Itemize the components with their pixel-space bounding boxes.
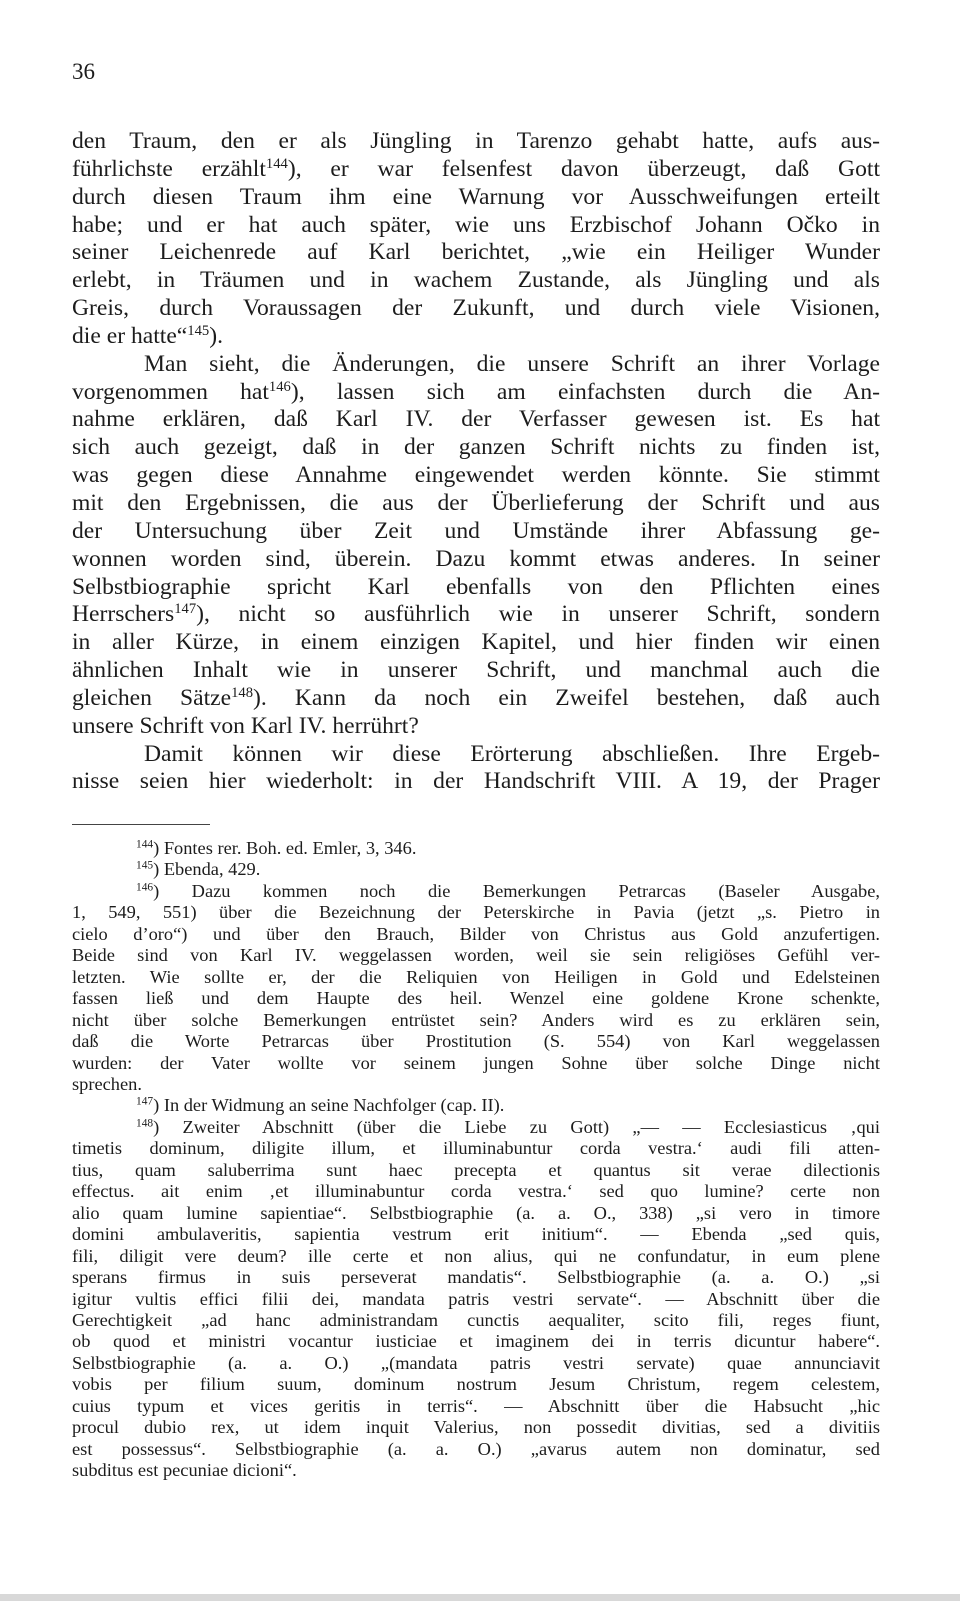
body-line: der Untersuchung über Zeit und Umstände ihrer Abfassung ge-	[72, 517, 880, 544]
footnote-line: 1, 549, 551) über die Bezeichnung der Peterskirche in Pavia (jetzt „s. Pietro in	[72, 902, 880, 923]
footnote-marker: 148	[136, 1117, 154, 1130]
body-line: in aller Kürze, in einem einzigen Kapitel, und hier finden wir einen	[72, 629, 880, 656]
footnote-marker: 146	[268, 378, 291, 395]
body-line: mit den Ergebnissen, die aus der Überlieferung der Schrift und aus	[72, 489, 880, 516]
footnotes	[72, 838, 880, 1482]
footnote-line: wurden: der Vater wollte vor seinem jungen Sohne über solche Dinge nicht	[72, 1052, 880, 1073]
footnote-line: nicht über solche Bemerkungen entrüstet sein? Anders wird es zu erklären sein,	[72, 1009, 880, 1030]
text-run: ) In der Widmung an seine Nachfolger (cap. II).	[153, 1095, 505, 1116]
page-number: 36	[72, 59, 95, 84]
text-run: ). Kann da noch ein Zweifel bestehen, daß auch	[253, 684, 880, 711]
footnote-line: procul dubio rex, ut idem inquit Valerius, non possedit divitias, sed a divitiis	[72, 1417, 880, 1438]
body-line: nisse seien hier wiederholt: in der Handschrift VIII. A 19, der Prager	[72, 768, 880, 795]
footnote-line: effectus. ait enim ‚et illuminabuntur corda vestra.‘ sed quo lumine? certe non	[72, 1181, 880, 1202]
body-line: erlebt, in Träumen und in wachem Zustande, als Jüngling und als	[72, 267, 880, 294]
main-text	[72, 128, 880, 796]
footnote-marker: 146	[136, 881, 154, 894]
text-run: ) Zweiter Abschnitt (über die Liebe zu Gott) „— — Ecclesiasticus ‚qui	[153, 1116, 880, 1137]
body-line: Man sieht, die Änderungen, die unsere Schrift an ihrer Vorlage	[144, 350, 880, 377]
body-line: Selbstbiographie spricht Karl ebenfalls von den Pflichten eines	[72, 573, 880, 600]
footnote-line: vobis per filium suum, dominum nostrum Jesum Christum, regem celestem,	[72, 1374, 880, 1395]
footnote-line: tius, quam saluberrima sunt haec precepta et quantus sit verae dilectionis	[72, 1159, 880, 1180]
scan-bottom-edge	[0, 1594, 960, 1601]
body-line	[72, 601, 880, 629]
text-run: die er hatte“	[72, 322, 188, 349]
footnote-line: ob quod et ministri vocantur iusticiae et imaginem dei in terris dicuntur habere“.	[72, 1331, 880, 1352]
footnote-line: cielo d’oro“) und über den Brauch, Bilder von Christus aus Gold anzufertigen.	[72, 923, 880, 944]
footnote-line: sprechen.	[72, 1073, 142, 1094]
footnote-line: igitur vultis effici filii dei, mandata patris vestri servate“. — Abschnitt über die	[72, 1288, 880, 1309]
footnote-line: Beide sind von Karl IV. weggelassen worden, weil sie sein religiöses Gefühl ver-	[72, 945, 880, 966]
footnote-line: daß die Worte Petrarcas über Prostitution (S. 554) von Karl weggelassen	[72, 1031, 880, 1052]
footnote-marker: 147	[136, 1096, 154, 1109]
footnote-line: fili, diligit vere deum? ille certe et non alius, qui ne confundatur, in eum plene	[72, 1245, 880, 1266]
footnote-marker: 144	[136, 838, 154, 851]
text-run: Herrschers	[72, 601, 175, 628]
footnote-line: Gerechtigkeit „ad hanc administrandam cunctis aequaliter, scito fili, reges fiunt,	[72, 1309, 880, 1330]
text-run: ) Fontes rer. Boh. ed. Emler, 3, 346.	[153, 838, 417, 858]
body-line: unsere Schrift von Karl IV. herrührt?	[72, 712, 419, 739]
body-line: Greis, durch Voraussagen der Zukunft, und durch viele Visionen,	[72, 295, 880, 322]
body-line: was gegen diese Annahme eingewendet werden könnte. Sie stimmt	[72, 462, 880, 489]
footnote-line	[72, 1095, 880, 1116]
text-run: ), nicht so ausführlich wie in unserer Schrift, sondern	[196, 601, 880, 628]
footnote-line	[72, 838, 880, 859]
footnote-marker: 147	[174, 601, 197, 618]
body-line: seiner Leichenrede auf Karl berichtet, „wie ein Heiliger Wunder	[72, 239, 880, 266]
body-line: nahme erklären, daß Karl IV. der Verfasser gewesen ist. Es hat	[72, 406, 880, 433]
body-line: Damit können wir diese Erörterung abschließen. Ihre Ergeb-	[144, 740, 880, 767]
footnote-line	[72, 1117, 880, 1138]
footnote-line: fassen ließ und dem Haupte des heil. Wenzel eine goldene Krone schenkte,	[72, 988, 880, 1009]
body-line: ähnlichen Inhalt wie in unserer Schrift, und manchmal auch die	[72, 657, 880, 684]
text-run: ).	[209, 322, 223, 349]
footnote-line: timetis dominum, diligite illum, et illuminabuntur corda vestra.‘ audi fili atten-	[72, 1138, 880, 1159]
body-line	[72, 323, 880, 351]
footnote-line: alio quam lumine sapientiae“. Selbstbiographie (a. a. O., 338) „si vero in timore	[72, 1202, 880, 1223]
body-line: habe; und er hat auch später, wie uns Erzbischof Johann Očko in	[72, 211, 880, 238]
body-line: den Traum, den er als Jüngling in Tarenzo gehabt hatte, aufs aus-	[72, 128, 880, 154]
body-line: sich auch gezeigt, daß in der ganzen Schrift nichts zu finden ist,	[72, 434, 880, 461]
footnote-line: sperans firmus in suis perseverat mandatis“. Selbstbiographie (a. a. O.) „si	[72, 1267, 880, 1288]
text-run: ) Dazu kommen noch die Bemerkungen Petrarcas (Baseler Ausgabe,	[153, 880, 880, 901]
text-run: führlichste erzählt	[72, 155, 266, 182]
body-line	[72, 685, 880, 713]
footnote-line	[72, 881, 880, 902]
footnote-line: subditus est pecuniae dicioni“.	[72, 1460, 297, 1481]
footnote-line	[72, 859, 880, 880]
footnote-line: domini ambulaveritis, sapientia vestrum erit initium“. — Ebenda „sed quis,	[72, 1224, 880, 1245]
body-line: durch diesen Traum ihm eine Warnung vor Ausschweifungen erteilt	[72, 183, 880, 210]
footnote-line: Selbstbiographie (a. a. O.) „(mandata patris vestri servate) quae annunciavit	[72, 1352, 880, 1373]
body-line: wonnen worden sind, überein. Dazu kommt etwas anderes. In seiner	[72, 545, 880, 572]
footnote-line: letzten. Wie sollte er, der die Reliquien von Heiligen in Gold und Edelsteinen	[72, 966, 880, 987]
footnote-line: cuius typum et vices geritis in terris“. — Abschnitt über die Habsucht „hic	[72, 1395, 880, 1416]
footnote-marker: 144	[265, 155, 288, 172]
text-run: ) Ebenda, 429.	[153, 859, 261, 880]
text-run: ), lassen sich am einfachsten durch die An-	[290, 378, 880, 405]
body-line	[72, 379, 880, 407]
footnote-marker: 145	[187, 322, 210, 339]
footnote-marker: 145	[136, 860, 154, 873]
footnote-line: est possessus“. Selbstbiographie (a. a. O.) „avarus autem non dominatur, sed	[72, 1438, 880, 1459]
body-line	[72, 156, 880, 184]
text-run: gleichen Sätze	[72, 684, 232, 711]
text-run: vorgenommen hat	[72, 378, 269, 405]
footnote-marker: 148	[231, 684, 254, 701]
text-run: ), er war felsenfest davon überzeugt, daß Gott	[287, 155, 880, 182]
footnote-separator	[72, 824, 210, 825]
